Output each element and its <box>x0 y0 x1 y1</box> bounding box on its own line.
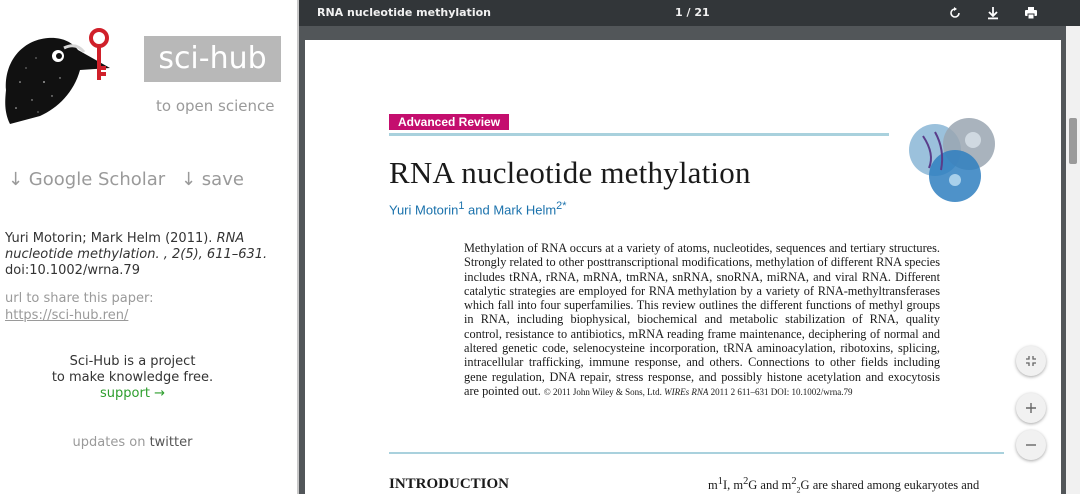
article-title: RNA nucleotide methylation <box>389 155 751 190</box>
page-indicator[interactable]: 1 / 21 <box>675 6 710 19</box>
pdf-page <box>305 40 1061 494</box>
copyright-a: © 2011 John Wiley & Sons, Ltd. <box>543 386 662 397</box>
col2-text: are shared among eukaryotes and <box>812 478 980 493</box>
citation-doi: doi:10.1002/wrna.79 <box>5 263 140 278</box>
updates-prefix: updates on <box>72 435 150 450</box>
article-type-badge: Advanced Review <box>389 114 509 130</box>
rotate-icon[interactable] <box>945 3 965 23</box>
author-2-sup: 2* <box>556 200 567 212</box>
author-2: Mark Helm <box>493 202 557 218</box>
section-heading: INTRODUCTION <box>389 476 510 492</box>
minus-icon <box>1025 439 1037 451</box>
project-info <box>0 354 265 402</box>
fit-page-icon <box>1025 355 1037 367</box>
print-icon[interactable] <box>1021 3 1041 23</box>
article-category-icon <box>905 114 1001 210</box>
pdf-toolbar <box>299 0 1080 26</box>
pdf-viewer <box>299 0 1080 494</box>
plus-icon <box>1025 402 1037 414</box>
abstract-text: Methylation of RNA occurs at a variety of atoms, nucleotides, sequences and tertiary structures. Strongly related to other posttranscriptional modifications, methylation of different RNA species includes tRNA, rRNA, mRNA, tmRNA, snRNA, snoRNA, miRNA, and viral RNA. Different catalytic strategies are employed for RNA methylation by a variety of RNA-methyltransferases which fall into four superfamilies. This review outlines the different functions of methyl groups in RNA, including biophysical, biochemical and metabolic stabilization of RNA, quality control, resistance to antibiotics, mRNA reading frame maintenance, deciphering of normal and altered genetic code, selenocysteine incorporation, tRNA aminoacylation, ribotoxins, splicing, intracellular trafficking, immune response, and others. Connections to other fields including gene regulation, DNA repair, stress response, and possibly histone acetylation and exocytosis are pointed out. <box>464 241 940 398</box>
copyright-b: 2011 2 611–631 DOI: 10.1002/wrna.79 <box>710 386 853 397</box>
copyright-journal: WIREs RNA <box>664 386 709 397</box>
download-icon[interactable] <box>983 3 1003 23</box>
support-link[interactable]: support → <box>100 386 165 401</box>
citation-authors: Yuri Motorin; Mark Helm (2011). <box>5 231 213 246</box>
save-link[interactable]: ↓ save <box>181 169 244 190</box>
scrollbar[interactable] <box>1066 26 1080 494</box>
share-url-link[interactable]: https://sci-hub.ren/ <box>5 308 129 323</box>
project-line-2: to make knowledge free. <box>51 370 214 385</box>
twitter-link[interactable]: twitter <box>149 435 193 450</box>
scrollbar-thumb[interactable] <box>1069 118 1077 164</box>
author-1-sup: 1 <box>458 200 465 212</box>
abstract <box>464 241 940 399</box>
zoom-in-button[interactable] <box>1016 393 1046 423</box>
logo-text[interactable]: sci-hub <box>144 36 281 82</box>
copyright <box>544 387 853 397</box>
share-label: url to share this paper: <box>5 291 154 306</box>
citation-title: RNA nucleotide methylation. , 2(5), 611–631. <box>5 231 268 262</box>
zoom-out-button[interactable] <box>1016 430 1046 460</box>
authors <box>389 200 566 217</box>
second-column-text: $m^1I$, $m^2G$ and $m^2_2G$ are shared among eukaryotes and <box>708 476 980 494</box>
title-rule <box>389 133 889 136</box>
updates <box>0 435 265 450</box>
author-and: and <box>464 202 494 218</box>
citation <box>5 231 285 279</box>
project-line-1: Sci-Hub is a project <box>69 354 196 369</box>
fit-page-button[interactable] <box>1016 346 1046 376</box>
sidebar <box>0 0 297 494</box>
author-1: Yuri Motorin <box>389 202 459 218</box>
tagline: to open science <box>156 97 275 115</box>
abstract-rule <box>389 452 1004 454</box>
document-title: RNA nucleotide methylation <box>317 6 491 19</box>
raven-logo-icon[interactable] <box>0 12 130 127</box>
google-scholar-link[interactable]: ↓ Google Scholar <box>8 169 166 190</box>
